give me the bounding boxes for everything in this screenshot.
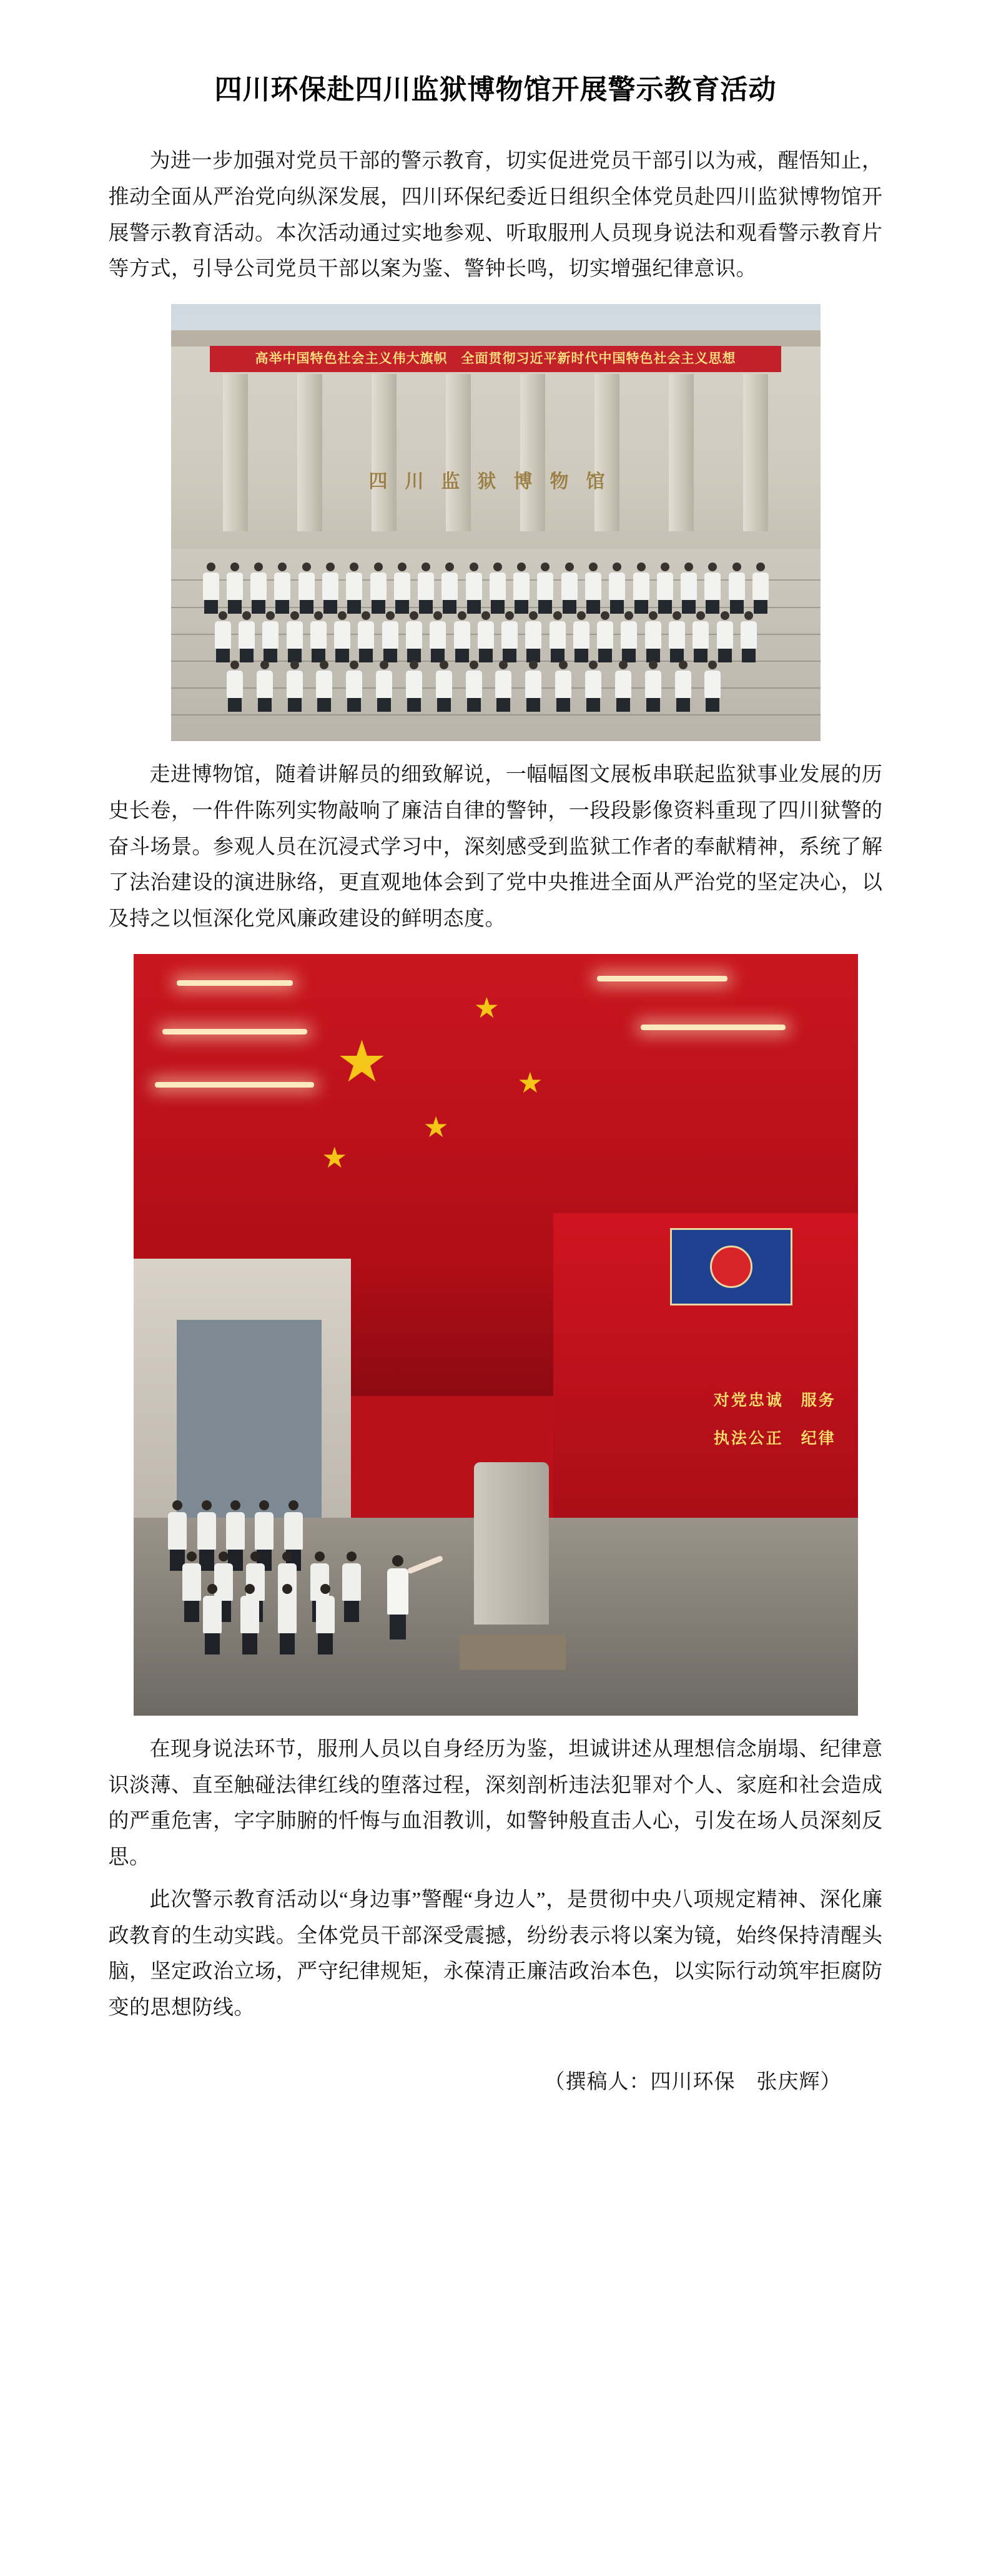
document-content xyxy=(109,0,883,2170)
statue-pedestal xyxy=(460,1635,566,1670)
museum-name-sign: 四川监狱博物馆 xyxy=(368,471,623,493)
paragraph-2: 走进博物馆，随着讲解员的细致解说，一幅幅图文展板串联起监狱事业发展的历史长卷，一件件陈列实物敲响了廉洁自律的警钟，一段段影像资料重现了四川狱警的奋斗场景。参观人员在沉浸式学习中，深刻感受到监狱工作者的奉献精神，系统了解了法治建设的演进脉络，更直观地体会到了党中央推进全面从严治党的坚定决心，以及持之以恒深化党风廉政建设的鲜明态度。 xyxy=(108,764,883,931)
photo-museum-hall xyxy=(134,954,858,1716)
visitor-group xyxy=(162,1472,452,1655)
column-row xyxy=(223,374,769,531)
paragraph-1: 为进一步加强对党员干部的警示教育，切实促进党员干部引以为戒，醒悟知止，推动全面从严治党向纵深发展，四川环保纪委近日组织全体党员赴四川监狱博物馆开展警示教育活动。本次活动通过实地参观、听取服刑人员现身说法和观看警示教育片等方式，引导公司党员干部以案为鉴、警钟长鸣，切实增强纪律意识。 xyxy=(108,150,883,281)
page-title: 四川环保赴四川监狱博物馆开展警示教育活动 xyxy=(214,74,777,105)
bottom-spacer xyxy=(109,2095,883,2170)
roof-line xyxy=(171,330,821,347)
column xyxy=(297,374,322,531)
column xyxy=(520,374,545,531)
photo-museum-facade xyxy=(171,304,821,741)
wall-slogan-line-1: 对党忠诚 服务 xyxy=(713,1392,836,1410)
star-icon: ★ xyxy=(473,991,500,1024)
star-icon: ★ xyxy=(423,1111,449,1143)
figure-museum-hall xyxy=(109,954,883,1716)
paragraph-4: 此次警示教育活动以“身边事”警醒“身边人”，是贯彻中央八项规定精神、深化廉政教育的生动实践。全体党员干部深受震撼，纷纷表示将以案为镜，始终保持清醒头脑，坚定政治立场，严守纪律规矩，永葆清正廉洁政治本色，以实际行动筑牢拒腐防变的思想防线。 xyxy=(108,1888,883,2020)
red-banner-text: 高举中国特色社会主义伟大旗帜 全面贯彻习近平新时代中国特色社会主义思想 xyxy=(210,346,781,372)
police-emblem-flag xyxy=(670,1228,792,1305)
ceiling-light xyxy=(155,1082,314,1088)
star-icon: ★ xyxy=(517,1066,543,1099)
group-photo-crowd xyxy=(197,540,794,715)
ceiling-light xyxy=(162,1029,307,1035)
ceiling-light xyxy=(597,976,727,981)
wall-slogan-line-2: 执法公正 纪律 xyxy=(713,1430,836,1448)
column xyxy=(223,374,248,531)
column xyxy=(669,374,694,531)
column xyxy=(372,374,397,531)
author-signature: （撰稿人：四川环保 张庆辉） xyxy=(544,2070,842,2093)
paragraph-3: 在现身说法环节，服刑人员以自身经历为鉴，坦诚讲述从理想信念崩塌、纪律意识淡薄、直至触碰法律红线的堕落过程，深刻剖析违法犯罪对个人、家庭和社会造成的严重危害，字字肺腑的忏悔与血泪教训，如警钟般直击人心，引发在场人员深刻反思。 xyxy=(108,1738,883,1869)
column xyxy=(594,374,619,531)
ceiling-light xyxy=(177,980,293,986)
figure-museum-facade xyxy=(109,304,883,741)
ceiling-light xyxy=(641,1025,786,1030)
column xyxy=(743,374,768,531)
star-icon: ★ xyxy=(322,1142,348,1174)
column xyxy=(446,374,471,531)
emblem-icon xyxy=(710,1246,752,1288)
star-icon: ★ xyxy=(336,1030,388,1094)
stone-statue xyxy=(474,1462,549,1625)
